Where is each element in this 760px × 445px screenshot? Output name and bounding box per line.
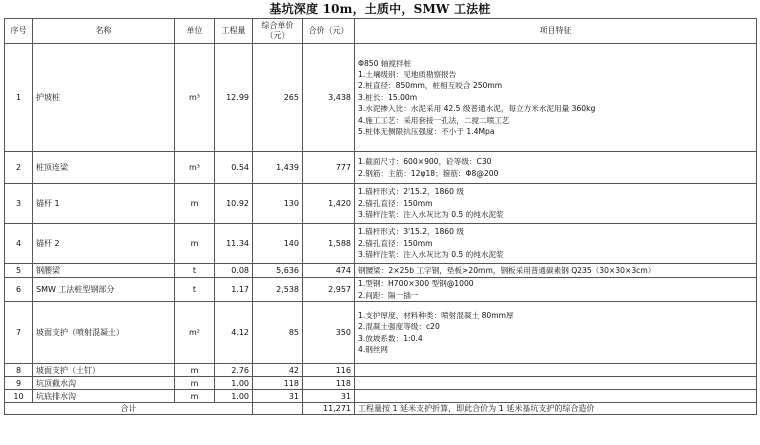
row-qty: 12.99	[215, 44, 253, 152]
header-name: 名称	[33, 19, 175, 44]
row-price: 265	[253, 44, 303, 152]
cost-table	[4, 18, 757, 415]
row-name: 坑顶截水沟	[33, 377, 175, 390]
document-title: 基坑深度 10m，土质中，SMW 工法桩	[269, 2, 491, 16]
row-name: SMW 工法桩型钢部分	[33, 278, 175, 302]
row-unit: m	[175, 364, 215, 377]
table-row	[5, 302, 757, 364]
row-unit: m³	[175, 152, 215, 184]
feature-line: 5.桩体无侧限抗压强度：不小于 1.4Mpa	[358, 127, 495, 137]
row-no: 9	[5, 377, 33, 390]
row-price: 85	[253, 302, 303, 364]
row-no: 5	[5, 264, 33, 278]
row-unit: m	[175, 377, 215, 390]
row-no: 8	[5, 364, 33, 377]
row-name: 钢腰梁	[33, 264, 175, 278]
row-qty: 2.76	[215, 364, 253, 377]
header-feature: 项目特征	[355, 19, 757, 44]
header-unit: 单位	[175, 19, 215, 44]
row-no: 7	[5, 302, 33, 364]
table-row	[5, 152, 757, 184]
row-total: 474	[303, 264, 355, 278]
row-name: 坡面支护（喷射混凝土）	[33, 302, 175, 364]
feature-line: 3.锚杆注浆：注入水灰比为 0.5 的纯水泥浆	[358, 210, 504, 220]
row-total: 1,420	[303, 184, 355, 224]
row-features	[355, 302, 757, 364]
feature-line: 3.水泥掺入比：水泥采用 42.5 级普通水泥，每立方米水泥用量 360kg	[358, 104, 596, 114]
row-no: 1	[5, 44, 33, 152]
feature-line: 2.桩直径：850mm，桩相互咬合 250mm	[358, 81, 503, 91]
feature-line: 3.放坡系数：1:0.4	[358, 333, 423, 343]
row-total: 3,438	[303, 44, 355, 152]
row-unit: m	[175, 184, 215, 224]
row-no: 4	[5, 224, 33, 264]
feature-line: 4.施工工艺：采用套接一孔法，二搅二喷工艺	[358, 115, 510, 125]
row-no: 10	[5, 390, 33, 403]
row-price: 42	[253, 364, 303, 377]
feature-line: 4.钢丝网	[358, 344, 389, 354]
header-total: 合价（元）	[303, 19, 355, 44]
feature-line: 2.钢筋：主筋：12φ18；箍筋：Φ8@200	[358, 168, 499, 178]
table-row	[5, 278, 757, 302]
row-price: 118	[253, 377, 303, 390]
row-qty: 0.08	[215, 264, 253, 278]
row-name: 坡面支护（土钉）	[33, 364, 175, 377]
row-price: 2,538	[253, 278, 303, 302]
row-features	[355, 224, 757, 264]
header-price: 综合单价（元）	[253, 19, 303, 44]
row-price: 140	[253, 224, 303, 264]
feature-line: 1.锚杆形式：2'15.2，1860 级	[358, 187, 464, 197]
row-features	[355, 44, 757, 152]
row-qty: 1.17	[215, 278, 253, 302]
row-unit: m	[175, 390, 215, 403]
row-no: 3	[5, 184, 33, 224]
total-note: 工程量按 1 延米支护折算，即此合价为 1 延米基坑支护的综合造价	[355, 403, 757, 415]
row-price: 5,636	[253, 264, 303, 278]
row-total: 2,957	[303, 278, 355, 302]
feature-line: 1.土壤级别：见地质勘察报告	[358, 69, 457, 79]
row-qty: 11.34	[215, 224, 253, 264]
row-features	[355, 390, 757, 403]
header-no: 序号	[5, 19, 33, 44]
row-name: 护坡桩	[33, 44, 175, 152]
total-label: 合计	[5, 403, 253, 415]
row-qty: 4.12	[215, 302, 253, 364]
row-no: 2	[5, 152, 33, 184]
row-unit: m³	[175, 44, 215, 152]
total-row	[5, 403, 757, 415]
row-total: 118	[303, 377, 355, 390]
table-body	[5, 44, 757, 403]
row-features	[355, 278, 757, 302]
row-price: 1,439	[253, 152, 303, 184]
feature-line: 3.桩长：15.00m	[358, 92, 418, 102]
row-name: 坑底排水沟	[33, 390, 175, 403]
row-total: 31	[303, 390, 355, 403]
table-header-row	[5, 19, 757, 44]
table-row	[5, 377, 757, 390]
header-qty: 工程量	[215, 19, 253, 44]
table-row	[5, 44, 757, 152]
row-qty: 1.00	[215, 390, 253, 403]
row-qty: 0.54	[215, 152, 253, 184]
feature-line: 2.锚孔直径：150mm	[358, 238, 433, 248]
row-name: 锚杆 2	[33, 224, 175, 264]
row-features	[355, 377, 757, 390]
row-price: 31	[253, 390, 303, 403]
table-row	[5, 390, 757, 403]
table-row	[5, 264, 757, 278]
feature-line: 2.混凝土强度等级：c20	[358, 322, 440, 332]
row-no: 6	[5, 278, 33, 302]
row-features	[355, 152, 757, 184]
row-qty: 10.92	[215, 184, 253, 224]
row-qty: 1.00	[215, 377, 253, 390]
row-features	[355, 364, 757, 377]
feature-line: 1.锚杆形式：3'15.2，1860 级	[358, 227, 464, 237]
table-row	[5, 184, 757, 224]
row-name: 锚杆 1	[33, 184, 175, 224]
row-price: 130	[253, 184, 303, 224]
feature-line: 1.截面尺寸：600×900，砼等级：C30	[358, 157, 492, 167]
row-unit: m	[175, 224, 215, 264]
total-value: 11,271	[303, 403, 355, 415]
row-total: 1,588	[303, 224, 355, 264]
row-total: 350	[303, 302, 355, 364]
table-row	[5, 364, 757, 377]
feature-line: 钢腰梁：2×25b 工字钢，垫板>20mm，钢板采用普通碳素钢 Q235（30×30×3cm）	[358, 265, 656, 275]
feature-line: Φ850 轴搅拌桩	[358, 58, 412, 68]
row-name: 桩顶连梁	[33, 152, 175, 184]
row-total: 116	[303, 364, 355, 377]
row-unit: t	[175, 278, 215, 302]
feature-line: 2.间距：隔一插一	[358, 290, 419, 300]
row-total: 777	[303, 152, 355, 184]
total-blank	[253, 403, 303, 415]
table-row	[5, 224, 757, 264]
feature-line: 3.锚杆注浆：注入水灰比为 0.5 的纯水泥浆	[358, 250, 504, 260]
feature-line: 1.型钢：H700×300 型钢@1000	[358, 279, 474, 289]
row-features	[355, 264, 757, 278]
feature-line: 2.锚孔直径：150mm	[358, 198, 433, 208]
feature-line: 1.支护厚度、材料种类：喷射混凝土 80mm厚	[358, 310, 514, 320]
row-unit: m²	[175, 302, 215, 364]
row-unit: t	[175, 264, 215, 278]
row-features	[355, 184, 757, 224]
